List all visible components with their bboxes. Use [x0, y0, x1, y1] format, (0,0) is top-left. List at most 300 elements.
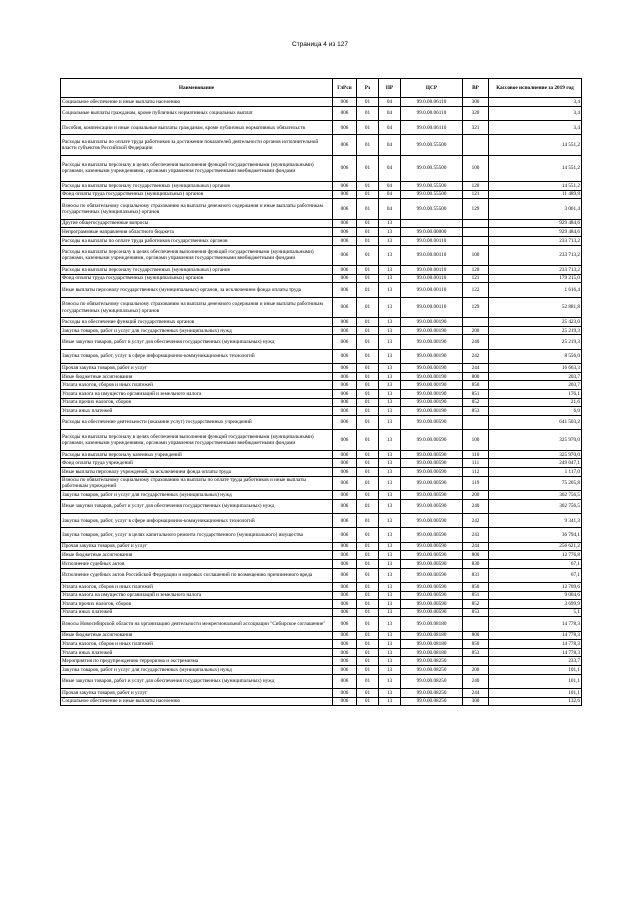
cell-pr: 13: [379, 274, 401, 283]
cell-amount: 176,1: [489, 390, 582, 399]
cell-csr: 99.0.00.00190: [401, 364, 463, 373]
cell-csr: 99.0.00.00190: [401, 349, 463, 363]
cell-rz: 01: [357, 697, 379, 706]
table-body: [61, 98, 582, 706]
cell-name: Закупка товаров, работ и услуг для государственных (муниципальных) нужд: [61, 490, 333, 499]
cell-vr: 240: [463, 499, 489, 513]
cell-rz: 01: [357, 219, 379, 228]
cell-pr: 13: [379, 591, 401, 600]
cell-vr: 120: [463, 181, 489, 190]
cell-pr: 13: [379, 245, 401, 266]
cell-csr: 99.0.00.08250: [401, 674, 463, 688]
cell-amount: 67,1: [489, 568, 582, 582]
cell-rz: 01: [357, 398, 379, 407]
table-row: [61, 120, 582, 134]
cell-pr: 13: [379, 236, 401, 245]
cell-name: Непрограммные направления областного бюджета: [61, 228, 333, 237]
cell-pr: 13: [379, 364, 401, 373]
cell-amount: 16 663,3: [489, 364, 582, 373]
cell-pr: 13: [379, 476, 401, 490]
cell-pr: 13: [379, 528, 401, 542]
cell-grbs: 006: [333, 297, 357, 318]
table-row: [61, 631, 582, 640]
cell-grbs: 006: [333, 450, 357, 459]
cell-rz: 01: [357, 459, 379, 468]
cell-name: Иные бюджетные ассигнования: [61, 551, 333, 560]
cell-rz: 01: [357, 450, 379, 459]
cell-csr: 99.0.00.08250: [401, 697, 463, 706]
table-row: [61, 297, 582, 318]
cell-csr: 99.0.00.06110: [401, 98, 463, 107]
cell-csr: 99.0.00.00000: [401, 228, 463, 237]
cell-vr: 100: [463, 430, 489, 451]
cell-vr: 100: [463, 245, 489, 266]
cell-grbs: 006: [333, 608, 357, 617]
cell-rz: 01: [357, 528, 379, 542]
cell-name: Расходы на выплаты персоналу казенных учреждений: [61, 450, 333, 459]
budget-execution-table: [60, 78, 582, 706]
table-row: [61, 364, 582, 373]
cell-grbs: 006: [333, 274, 357, 283]
cell-grbs: 006: [333, 120, 357, 134]
cell-grbs: 006: [333, 657, 357, 666]
cell-vr: 831: [463, 568, 489, 582]
table-row: [61, 228, 582, 237]
cell-amount: 233 713,2: [489, 236, 582, 245]
cell-csr: 99.0.00.00590: [401, 568, 463, 582]
cell-vr: 853: [463, 648, 489, 657]
cell-amount: 75 205,8: [489, 476, 582, 490]
cell-csr: 99.0.00.00590: [401, 591, 463, 600]
cell-csr: 99.0.00.00590: [401, 582, 463, 591]
table-row: [61, 335, 582, 349]
cell-csr: 99.0.00.00590: [401, 600, 463, 609]
cell-grbs: 006: [333, 190, 357, 199]
cell-rz: 01: [357, 199, 379, 220]
cell-rz: 01: [357, 318, 379, 327]
cell-csr: 99.0.00.00590: [401, 499, 463, 513]
cell-amount: 12 776,8: [489, 551, 582, 560]
cell-name: Фонд оплаты труда государственных (муниципальных) органов: [61, 274, 333, 283]
cell-pr: 13: [379, 568, 401, 582]
cell-vr: 200: [463, 326, 489, 335]
cell-amount: 9 004,6: [489, 591, 582, 600]
cell-csr: 99.0.00.08250: [401, 689, 463, 698]
cell-csr: 99.0.00.00590: [401, 450, 463, 459]
cell-grbs: 006: [333, 689, 357, 698]
cell-pr: 13: [379, 326, 401, 335]
cell-name: Уплата налога на имущество организаций и земельного налога: [61, 390, 333, 399]
cell-name: Иные закупки товаров, работ и услуг для обеспечения государственных (муниципальных) нужд: [61, 674, 333, 688]
table-row: [61, 318, 582, 327]
cell-grbs: 006: [333, 513, 357, 527]
cell-name: Исполнение судебных актов: [61, 559, 333, 568]
cell-name: Иные закупки товаров, работ и услуг для обеспечения государственных (муниципальных) нужд: [61, 499, 333, 513]
cell-amount: 3 061,4: [489, 199, 582, 220]
cell-rz: 01: [357, 283, 379, 297]
cell-vr: 244: [463, 689, 489, 698]
cell-name: Уплата налогов, сборов и иных платежей: [61, 582, 333, 591]
cell-vr: 830: [463, 559, 489, 568]
cell-pr: 13: [379, 551, 401, 560]
cell-grbs: 006: [333, 476, 357, 490]
cell-grbs: 006: [333, 600, 357, 609]
cell-pr: 13: [379, 372, 401, 381]
cell-pr: 13: [379, 349, 401, 363]
cell-grbs: 006: [333, 390, 357, 399]
cell-amount: 325 970,0: [489, 430, 582, 451]
cell-rz: 01: [357, 640, 379, 649]
cell-amount: 641 503,2: [489, 415, 582, 429]
cell-amount: 25 219,3: [489, 335, 582, 349]
cell-pr: 04: [379, 120, 401, 134]
cell-amount: 14 551,2: [489, 155, 582, 181]
table-row: [61, 648, 582, 657]
cell-vr: [463, 318, 489, 327]
cell-name: Расходы на выплаты по оплате труда работников государственных органов: [61, 236, 333, 245]
cell-name: Прочая закупка товаров, работ и услуг: [61, 364, 333, 373]
cell-rz: 01: [357, 106, 379, 120]
cell-csr: 99.0.00.00590: [401, 459, 463, 468]
cell-vr: [463, 228, 489, 237]
cell-rz: 01: [357, 407, 379, 416]
cell-amount: 6,0: [489, 407, 582, 416]
cell-grbs: 006: [333, 697, 357, 706]
cell-vr: 200: [463, 490, 489, 499]
cell-vr: 852: [463, 398, 489, 407]
cell-amount: 3,4: [489, 106, 582, 120]
cell-grbs: 006: [333, 266, 357, 275]
cell-amount: 249 047,1: [489, 459, 582, 468]
table-row: [61, 582, 582, 591]
cell-amount: 36 794,1: [489, 528, 582, 542]
table-row: [61, 155, 582, 181]
cell-amount: 14 551,2: [489, 135, 582, 156]
cell-amount: 3 699,9: [489, 600, 582, 609]
cell-vr: 800: [463, 372, 489, 381]
cell-vr: 242: [463, 349, 489, 363]
cell-rz: 01: [357, 120, 379, 134]
cell-pr: 13: [379, 674, 401, 688]
cell-rz: 01: [357, 349, 379, 363]
cell-vr: 800: [463, 631, 489, 640]
cell-vr: [463, 135, 489, 156]
cell-vr: 321: [463, 120, 489, 134]
cell-amount: 14 778,3: [489, 648, 582, 657]
cell-vr: 243: [463, 528, 489, 542]
cell-grbs: 006: [333, 559, 357, 568]
cell-pr: 13: [379, 335, 401, 349]
cell-amount: 203,7: [489, 372, 582, 381]
cell-name: Расходы на обеспечение деятельности (оказание услуг) государственных учреждений: [61, 415, 333, 429]
cell-pr: 13: [379, 266, 401, 275]
cell-name: Пособия, компенсации и иные социальные выплаты гражданам, кроме публичных нормативных обязательств: [61, 120, 333, 134]
cell-amount: 1 616,4: [489, 283, 582, 297]
cell-csr: 99.0.00.00190: [401, 381, 463, 390]
col-header-grbs: ГлРсп: [333, 79, 357, 98]
cell-pr: 13: [379, 608, 401, 617]
cell-pr: 13: [379, 689, 401, 698]
cell-grbs: 006: [333, 219, 357, 228]
cell-vr: [463, 657, 489, 666]
table-row: [61, 674, 582, 688]
cell-grbs: 006: [333, 236, 357, 245]
cell-grbs: 006: [333, 591, 357, 600]
cell-name: Социальное обеспечение и иные выплаты населению: [61, 98, 333, 107]
cell-rz: 01: [357, 236, 379, 245]
cell-vr: [463, 415, 489, 429]
cell-vr: 129: [463, 297, 489, 318]
cell-grbs: 006: [333, 106, 357, 120]
cell-pr: 13: [379, 559, 401, 568]
cell-amount: 179 215,0: [489, 274, 582, 283]
cell-rz: 01: [357, 415, 379, 429]
table-row: [61, 542, 582, 551]
cell-grbs: 006: [333, 364, 357, 373]
cell-rz: 01: [357, 513, 379, 527]
cell-rz: 01: [357, 608, 379, 617]
cell-rz: 01: [357, 372, 379, 381]
cell-rz: 01: [357, 657, 379, 666]
cell-pr: 13: [379, 657, 401, 666]
cell-pr: 13: [379, 697, 401, 706]
cell-amount: 52 881,8: [489, 297, 582, 318]
cell-amount: 25 423,0: [489, 318, 582, 327]
cell-pr: 04: [379, 155, 401, 181]
table-row: [61, 559, 582, 568]
cell-rz: 01: [357, 591, 379, 600]
cell-amount: 9 341,3: [489, 513, 582, 527]
cell-vr: 300: [463, 98, 489, 107]
cell-vr: 200: [463, 666, 489, 675]
cell-pr: 04: [379, 135, 401, 156]
cell-vr: 244: [463, 542, 489, 551]
cell-csr: 99.0.00.00110: [401, 245, 463, 266]
table-row: [61, 283, 582, 297]
cell-name: Иные бюджетные ассигнования: [61, 372, 333, 381]
cell-grbs: 006: [333, 283, 357, 297]
cell-grbs: 006: [333, 490, 357, 499]
cell-csr: 99.0.00.00590: [401, 476, 463, 490]
table-row: [61, 372, 582, 381]
cell-amount: 25 219,3: [489, 326, 582, 335]
table-row: [61, 617, 582, 631]
cell-grbs: 006: [333, 674, 357, 688]
cell-rz: 01: [357, 559, 379, 568]
cell-name: Иные закупки товаров, работ и услуг для обеспечения государственных (муниципальных) нужд: [61, 335, 333, 349]
cell-rz: 01: [357, 648, 379, 657]
cell-grbs: 006: [333, 135, 357, 156]
cell-pr: 04: [379, 106, 401, 120]
cell-grbs: 006: [333, 617, 357, 631]
cell-amount: 256 621,2: [489, 542, 582, 551]
cell-vr: 112: [463, 468, 489, 477]
cell-vr: 850: [463, 640, 489, 649]
cell-name: Расходы на выплаты персоналу государственных (муниципальных) органов: [61, 266, 333, 275]
cell-amount: 11 489,8: [489, 190, 582, 199]
table-row: [61, 199, 582, 220]
table-row: [61, 591, 582, 600]
table-row: [61, 499, 582, 513]
table-row: [61, 236, 582, 245]
cell-csr: 99.0.00.08180: [401, 640, 463, 649]
cell-rz: 01: [357, 390, 379, 399]
table-row: [61, 459, 582, 468]
cell-amount: 132,6: [489, 697, 582, 706]
cell-name: Закупка товаров, работ и услуг для государственных (муниципальных) нужд: [61, 666, 333, 675]
cell-vr: 853: [463, 407, 489, 416]
cell-grbs: 006: [333, 245, 357, 266]
cell-name: Закупка товаров, работ, услуг в целях капитального ремонта государственного (муниципального) имущества: [61, 528, 333, 542]
cell-rz: 01: [357, 364, 379, 373]
table-row: [61, 106, 582, 120]
cell-amount: 929 484,6: [489, 219, 582, 228]
cell-name: Фонд оплаты труда учреждений: [61, 459, 333, 468]
cell-rz: 01: [357, 274, 379, 283]
cell-amount: 929 484,6: [489, 228, 582, 237]
cell-rz: 01: [357, 135, 379, 156]
cell-csr: 99.0.00.00190: [401, 326, 463, 335]
table-row: [61, 390, 582, 399]
cell-vr: [463, 617, 489, 631]
cell-vr: 240: [463, 335, 489, 349]
cell-pr: 13: [379, 666, 401, 675]
cell-amount: 302 756,5: [489, 490, 582, 499]
cell-csr: 99.0.00.06110: [401, 120, 463, 134]
cell-rz: 01: [357, 542, 379, 551]
cell-name: Взносы Новосибирской области на организацию деятельности межрегиональной ассоциации "Сибирское соглашение": [61, 617, 333, 631]
cell-rz: 01: [357, 468, 379, 477]
cell-amount: 101,1: [489, 666, 582, 675]
col-header-csr: ЦСР: [401, 79, 463, 98]
cell-name: Другие общегосударственные вопросы: [61, 219, 333, 228]
cell-pr: 04: [379, 181, 401, 190]
table-row: [61, 181, 582, 190]
cell-csr: 99.0.00.00190: [401, 390, 463, 399]
table-row: [61, 476, 582, 490]
cell-vr: 129: [463, 199, 489, 220]
cell-vr: [463, 236, 489, 245]
cell-pr: 13: [379, 415, 401, 429]
cell-grbs: 006: [333, 666, 357, 675]
cell-amount: 12 709,6: [489, 582, 582, 591]
cell-grbs: 006: [333, 372, 357, 381]
cell-vr: 800: [463, 551, 489, 560]
cell-csr: 99.0.00.00110: [401, 297, 463, 318]
col-header-name: Наименование: [61, 79, 333, 98]
cell-csr: 99.0.00.55500: [401, 155, 463, 181]
cell-name: Прочая закупка товаров, работ и услуг: [61, 689, 333, 698]
cell-pr: 13: [379, 219, 401, 228]
cell-pr: 13: [379, 582, 401, 591]
cell-rz: 01: [357, 98, 379, 107]
cell-grbs: 006: [333, 459, 357, 468]
cell-csr: 99.0.00.00590: [401, 528, 463, 542]
cell-vr: 121: [463, 274, 489, 283]
cell-grbs: 006: [333, 542, 357, 551]
cell-name: Уплата иных платежей: [61, 648, 333, 657]
table-row: [61, 415, 582, 429]
cell-name: Исполнение судебных актов Российской Федерации и мировых соглашений по возмещению причиненного вреда: [61, 568, 333, 582]
cell-rz: 01: [357, 568, 379, 582]
cell-rz: 01: [357, 335, 379, 349]
cell-rz: 01: [357, 181, 379, 190]
cell-vr: 851: [463, 591, 489, 600]
cell-pr: 13: [379, 490, 401, 499]
cell-grbs: 006: [333, 381, 357, 390]
cell-csr: 99.0.00.00190: [401, 318, 463, 327]
cell-pr: 04: [379, 190, 401, 199]
cell-csr: 99.0.00.08180: [401, 617, 463, 631]
cell-rz: 01: [357, 499, 379, 513]
cell-csr: 99.0.00.00190: [401, 398, 463, 407]
cell-rz: 01: [357, 490, 379, 499]
cell-csr: 99.0.00.06110: [401, 106, 463, 120]
cell-amount: 233 713,2: [489, 266, 582, 275]
cell-amount: 3,4: [489, 120, 582, 134]
cell-csr: 99.0.00.00110: [401, 283, 463, 297]
page-header: Страница 4 из 127: [292, 41, 348, 48]
table-row: [61, 640, 582, 649]
cell-pr: 13: [379, 640, 401, 649]
cell-amount: 101,1: [489, 689, 582, 698]
cell-rz: 01: [357, 326, 379, 335]
cell-amount: 14 778,3: [489, 617, 582, 631]
cell-amount: 14 778,3: [489, 640, 582, 649]
cell-vr: 851: [463, 390, 489, 399]
cell-csr: 99.0.00.00190: [401, 372, 463, 381]
cell-grbs: 006: [333, 349, 357, 363]
cell-csr: 99.0.00.00590: [401, 415, 463, 429]
table-row: [61, 407, 582, 416]
cell-vr: 850: [463, 381, 489, 390]
cell-name: Уплата иных платежей: [61, 608, 333, 617]
cell-csr: 99.0.00.00190: [401, 335, 463, 349]
col-header-amount: Кассовое исполнение за 2019 год: [489, 79, 582, 98]
cell-csr: [401, 219, 463, 228]
cell-pr: 04: [379, 98, 401, 107]
cell-name: Расходы на обеспечение функций государственных органов: [61, 318, 333, 327]
cell-grbs: 006: [333, 335, 357, 349]
cell-vr: [463, 219, 489, 228]
cell-csr: 99.0.00.00590: [401, 430, 463, 451]
col-header-vr: ВР: [463, 79, 489, 98]
table-row: [61, 689, 582, 698]
table-row: [61, 568, 582, 582]
cell-amount: 233,7: [489, 657, 582, 666]
cell-rz: 01: [357, 245, 379, 266]
cell-grbs: 006: [333, 582, 357, 591]
cell-grbs: 006: [333, 181, 357, 190]
table-row: [61, 349, 582, 363]
cell-rz: 01: [357, 190, 379, 199]
table-row: [61, 551, 582, 560]
cell-csr: 99.0.00.00590: [401, 559, 463, 568]
cell-pr: 13: [379, 390, 401, 399]
table-row: [61, 398, 582, 407]
cell-pr: 13: [379, 513, 401, 527]
cell-pr: 13: [379, 542, 401, 551]
table-row: [61, 98, 582, 107]
cell-grbs: 006: [333, 407, 357, 416]
cell-grbs: 006: [333, 98, 357, 107]
cell-rz: 01: [357, 551, 379, 560]
cell-vr: 122: [463, 283, 489, 297]
cell-rz: 01: [357, 631, 379, 640]
col-header-pr: ПР: [379, 79, 401, 98]
cell-pr: 04: [379, 199, 401, 220]
cell-grbs: 006: [333, 326, 357, 335]
